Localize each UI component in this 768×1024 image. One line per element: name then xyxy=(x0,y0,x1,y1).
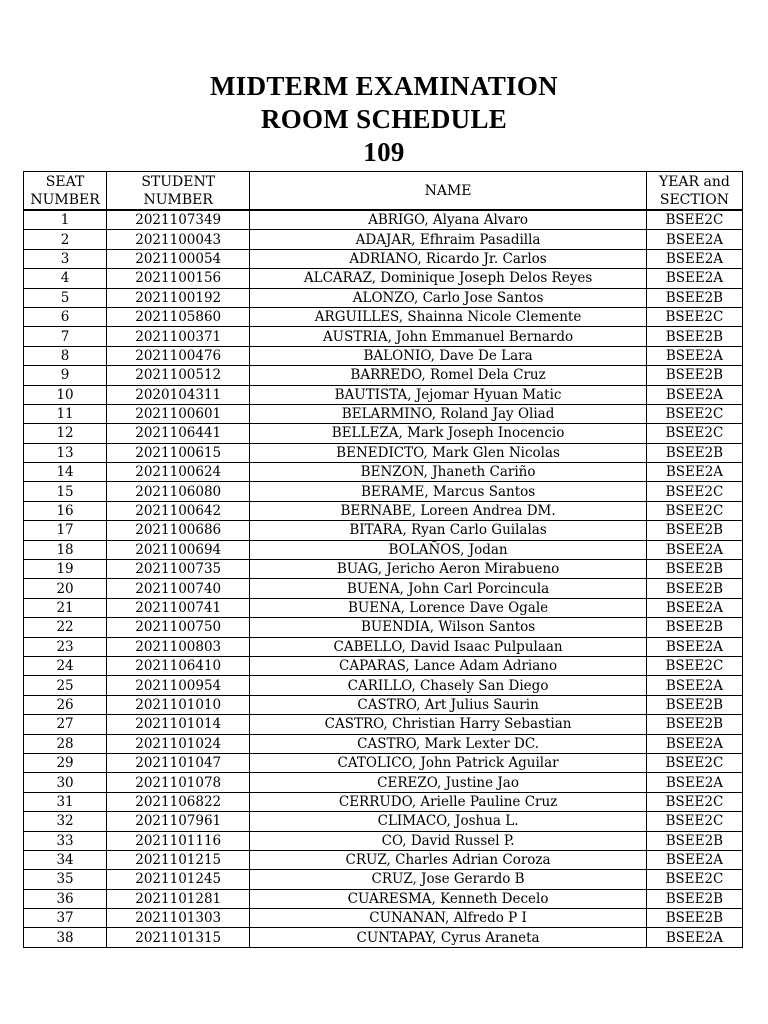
student-name-cell: ARGUILLES, Shainna Nicole Clemente xyxy=(250,307,647,326)
seat-number-cell: 20 xyxy=(24,579,107,598)
table-row xyxy=(24,560,743,579)
student-name-cell: CUARESMA, Kenneth Decelo xyxy=(250,889,647,908)
student-number-cell: 2021100740 xyxy=(107,579,250,598)
year-section-cell: BSEE2C xyxy=(646,307,742,326)
seat-number-cell: 32 xyxy=(24,812,107,831)
student-name-cell: ADAJAR, Efhraim Pasadilla xyxy=(250,230,647,249)
seat-number-cell: 5 xyxy=(24,288,107,307)
year-section-cell: BSEE2B xyxy=(646,715,742,734)
student-number-cell: 2021106441 xyxy=(107,424,250,443)
year-section-cell: BSEE2A xyxy=(646,928,742,947)
header-row xyxy=(24,172,743,211)
year-section-cell: BSEE2B xyxy=(646,831,742,850)
table-row xyxy=(24,889,743,908)
table-row xyxy=(24,288,743,307)
student-name-cell: BENEDICTO, Mark Glen Nicolas xyxy=(250,443,647,462)
student-name-cell: CUNTAPAY, Cyrus Araneta xyxy=(250,928,647,947)
student-number-cell: 2021101215 xyxy=(107,850,250,869)
table-row xyxy=(24,424,743,443)
student-number-cell: 2021100642 xyxy=(107,501,250,520)
header-seat-line1: SEAT xyxy=(45,173,85,190)
year-section-cell: BSEE2A xyxy=(646,346,742,365)
student-name-cell: CRUZ, Charles Adrian Coroza xyxy=(250,850,647,869)
year-section-cell: BSEE2A xyxy=(646,230,742,249)
student-name-cell: BOLAÑOS, Jodan xyxy=(250,540,647,559)
student-number-cell: 2021100601 xyxy=(107,404,250,423)
student-name-cell: CASTRO, Mark Lexter DC. xyxy=(250,734,647,753)
title-line-schedule: ROOM SCHEDULE xyxy=(260,104,508,134)
header-name: NAME xyxy=(250,172,647,211)
seat-number-cell: 4 xyxy=(24,269,107,288)
year-section-cell: BSEE2A xyxy=(646,850,742,869)
table-row xyxy=(24,734,743,753)
table-row xyxy=(24,676,743,695)
year-section-cell: BSEE2B xyxy=(646,366,742,385)
table-row xyxy=(24,443,743,462)
year-section-cell: BSEE2B xyxy=(646,288,742,307)
seat-number-cell: 38 xyxy=(24,928,107,947)
year-section-cell: BSEE2A xyxy=(646,773,742,792)
student-name-cell: BENZON, Jhaneth Cariño xyxy=(250,463,647,482)
seat-number-cell: 33 xyxy=(24,831,107,850)
year-section-cell: BSEE2A xyxy=(646,598,742,617)
seat-number-cell: 28 xyxy=(24,734,107,753)
student-number-cell: 2021107349 xyxy=(107,210,250,230)
year-section-cell: BSEE2A xyxy=(646,540,742,559)
seat-number-cell: 10 xyxy=(24,385,107,404)
table-row xyxy=(24,404,743,423)
year-section-cell: BSEE2A xyxy=(646,637,742,656)
seat-number-cell: 17 xyxy=(24,521,107,540)
student-number-cell: 2021101010 xyxy=(107,695,250,714)
student-name-cell: ALONZO, Carlo Jose Santos xyxy=(250,288,647,307)
header-section-line2: SECTION xyxy=(659,191,729,208)
table-row xyxy=(24,598,743,617)
student-name-cell: BUENA, John Carl Porcincula xyxy=(250,579,647,598)
seat-number-cell: 34 xyxy=(24,850,107,869)
student-name-cell: CEREZO, Justine Jao xyxy=(250,773,647,792)
student-name-cell: BELARMINO, Roland Jay Oliad xyxy=(250,404,647,423)
year-section-cell: BSEE2A xyxy=(646,249,742,268)
seat-number-cell: 14 xyxy=(24,463,107,482)
student-number-cell: 2021100192 xyxy=(107,288,250,307)
seat-number-cell: 26 xyxy=(24,695,107,714)
table-row xyxy=(24,346,743,365)
student-number-cell: 2021100043 xyxy=(107,230,250,249)
student-number-cell: 2021101281 xyxy=(107,889,250,908)
seat-number-cell: 21 xyxy=(24,598,107,617)
header-section-line1: YEAR and xyxy=(658,173,730,190)
student-name-cell: BERNABE, Loreen Andrea DM. xyxy=(250,501,647,520)
year-section-cell: BSEE2A xyxy=(646,463,742,482)
title-line-exam: MIDTERM EXAMINATION xyxy=(210,71,558,101)
year-section-cell: BSEE2C xyxy=(646,792,742,811)
table-row xyxy=(24,579,743,598)
year-section-cell: BSEE2B xyxy=(646,618,742,637)
student-number-cell: 2021100686 xyxy=(107,521,250,540)
table-row xyxy=(24,792,743,811)
year-section-cell: BSEE2A xyxy=(646,676,742,695)
table-row xyxy=(24,366,743,385)
table-row xyxy=(24,249,743,268)
student-name-cell: BUENA, Lorence Dave Ogale xyxy=(250,598,647,617)
year-section-cell: BSEE2C xyxy=(646,404,742,423)
student-name-cell: CATOLICO, John Patrick Aguilar xyxy=(250,753,647,772)
student-name-cell: CO, David Russel P. xyxy=(250,831,647,850)
student-name-cell: BERAME, Marcus Santos xyxy=(250,482,647,501)
room-schedule-table xyxy=(23,171,743,948)
student-name-cell: BARREDO, Romel Dela Cruz xyxy=(250,366,647,385)
student-name-cell: CLIMACO, Joshua L. xyxy=(250,812,647,831)
student-number-cell: 2021106822 xyxy=(107,792,250,811)
student-number-cell: 2021100156 xyxy=(107,269,250,288)
year-section-cell: BSEE2A xyxy=(646,269,742,288)
student-number-cell: 2021101245 xyxy=(107,870,250,889)
seat-number-cell: 22 xyxy=(24,618,107,637)
student-name-cell: BUENDIA, Wilson Santos xyxy=(250,618,647,637)
student-name-cell: ADRIANO, Ricardo Jr. Carlos xyxy=(250,249,647,268)
table-row xyxy=(24,327,743,346)
student-number-cell: 2021101047 xyxy=(107,753,250,772)
year-section-cell: BSEE2A xyxy=(646,385,742,404)
student-number-cell: 2021101303 xyxy=(107,909,250,928)
student-number-cell: 2021100750 xyxy=(107,618,250,637)
student-number-cell: 2021100371 xyxy=(107,327,250,346)
student-name-cell: BUAG, Jericho Aeron Mirabueno xyxy=(250,560,647,579)
table-row xyxy=(24,463,743,482)
header-student-line2: NUMBER xyxy=(143,191,213,208)
year-section-cell: BSEE2B xyxy=(646,695,742,714)
header-seat-line2: NUMBER xyxy=(30,191,100,208)
student-name-cell: CASTRO, Christian Harry Sebastian xyxy=(250,715,647,734)
student-number-cell: 2021100954 xyxy=(107,676,250,695)
student-number-cell: 2021101078 xyxy=(107,773,250,792)
student-name-cell: CABELLO, David Isaac Pulpulaan xyxy=(250,637,647,656)
student-number-cell: 2021100615 xyxy=(107,443,250,462)
year-section-cell: BSEE2C xyxy=(646,501,742,520)
seat-number-cell: 8 xyxy=(24,346,107,365)
seat-number-cell: 23 xyxy=(24,637,107,656)
seat-number-cell: 9 xyxy=(24,366,107,385)
table-row xyxy=(24,870,743,889)
seat-number-cell: 2 xyxy=(24,230,107,249)
student-name-cell: CAPARAS, Lance Adam Adriano xyxy=(250,656,647,675)
table-row xyxy=(24,521,743,540)
table-row xyxy=(24,618,743,637)
student-number-cell: 2021105860 xyxy=(107,307,250,326)
student-number-cell: 2021101024 xyxy=(107,734,250,753)
seat-number-cell: 18 xyxy=(24,540,107,559)
seat-number-cell: 19 xyxy=(24,560,107,579)
table-row xyxy=(24,210,743,230)
student-number-cell: 2021100476 xyxy=(107,346,250,365)
table-row xyxy=(24,928,743,947)
header-student-number xyxy=(107,172,250,211)
year-section-cell: BSEE2B xyxy=(646,327,742,346)
student-name-cell: BALONIO, Dave De Lara xyxy=(250,346,647,365)
student-number-cell: 2021106410 xyxy=(107,656,250,675)
student-name-cell: CERRUDO, Arielle Pauline Cruz xyxy=(250,792,647,811)
student-number-cell: 2021101315 xyxy=(107,928,250,947)
student-number-cell: 2021101116 xyxy=(107,831,250,850)
student-number-cell: 2021100694 xyxy=(107,540,250,559)
student-name-cell: BITARA, Ryan Carlo Guilalas xyxy=(250,521,647,540)
table-body xyxy=(24,210,743,947)
student-number-cell: 2021100741 xyxy=(107,598,250,617)
student-name-cell: CRUZ, Jose Gerardo B xyxy=(250,870,647,889)
seat-number-cell: 37 xyxy=(24,909,107,928)
year-section-cell: BSEE2A xyxy=(646,734,742,753)
seat-number-cell: 24 xyxy=(24,656,107,675)
year-section-cell: BSEE2C xyxy=(646,424,742,443)
seat-number-cell: 12 xyxy=(24,424,107,443)
student-name-cell: AUSTRIA, John Emmanuel Bernardo xyxy=(250,327,647,346)
table-row xyxy=(24,501,743,520)
student-name-cell: CASTRO, Art Julius Saurin xyxy=(250,695,647,714)
seat-number-cell: 11 xyxy=(24,404,107,423)
room-number: 109 xyxy=(363,137,405,167)
seat-number-cell: 25 xyxy=(24,676,107,695)
table-row xyxy=(24,307,743,326)
table-row xyxy=(24,715,743,734)
year-section-cell: BSEE2B xyxy=(646,889,742,908)
student-number-cell: 2021100512 xyxy=(107,366,250,385)
year-section-cell: BSEE2C xyxy=(646,482,742,501)
table-row xyxy=(24,812,743,831)
year-section-cell: BSEE2B xyxy=(646,579,742,598)
student-number-cell: 2021100624 xyxy=(107,463,250,482)
header-seat-number xyxy=(24,172,107,211)
table-row xyxy=(24,385,743,404)
seat-number-cell: 6 xyxy=(24,307,107,326)
seat-number-cell: 36 xyxy=(24,889,107,908)
table-row xyxy=(24,831,743,850)
year-section-cell: BSEE2C xyxy=(646,656,742,675)
student-number-cell: 2021107961 xyxy=(107,812,250,831)
year-section-cell: BSEE2B xyxy=(646,560,742,579)
seat-number-cell: 7 xyxy=(24,327,107,346)
seat-number-cell: 35 xyxy=(24,870,107,889)
year-section-cell: BSEE2B xyxy=(646,909,742,928)
student-name-cell: BAUTISTA, Jejomar Hyuan Matic xyxy=(250,385,647,404)
table-row xyxy=(24,909,743,928)
document-title xyxy=(0,70,768,169)
table-row xyxy=(24,850,743,869)
student-name-cell: BELLEZA, Mark Joseph Inocencio xyxy=(250,424,647,443)
table-row xyxy=(24,269,743,288)
table-row xyxy=(24,753,743,772)
year-section-cell: BSEE2C xyxy=(646,753,742,772)
table-header xyxy=(24,172,743,211)
student-name-cell: CUNANAN, Alfredo P I xyxy=(250,909,647,928)
table-row xyxy=(24,637,743,656)
year-section-cell: BSEE2C xyxy=(646,812,742,831)
table-row xyxy=(24,695,743,714)
table-row xyxy=(24,540,743,559)
seat-number-cell: 29 xyxy=(24,753,107,772)
student-number-cell: 2020104311 xyxy=(107,385,250,404)
seat-number-cell: 3 xyxy=(24,249,107,268)
year-section-cell: BSEE2B xyxy=(646,443,742,462)
student-number-cell: 2021100735 xyxy=(107,560,250,579)
student-name-cell: ALCARAZ, Dominique Joseph Delos Reyes xyxy=(250,269,647,288)
student-name-cell: CARILLO, Chasely San Diego xyxy=(250,676,647,695)
header-year-section xyxy=(646,172,742,211)
seat-number-cell: 31 xyxy=(24,792,107,811)
table-row xyxy=(24,230,743,249)
student-name-cell: ABRIGO, Alyana Alvaro xyxy=(250,210,647,230)
table-row xyxy=(24,773,743,792)
seat-number-cell: 13 xyxy=(24,443,107,462)
seat-number-cell: 16 xyxy=(24,501,107,520)
year-section-cell: BSEE2C xyxy=(646,210,742,230)
year-section-cell: BSEE2B xyxy=(646,521,742,540)
seat-number-cell: 30 xyxy=(24,773,107,792)
student-number-cell: 2021106080 xyxy=(107,482,250,501)
table-row xyxy=(24,482,743,501)
year-section-cell: BSEE2C xyxy=(646,870,742,889)
student-number-cell: 2021100803 xyxy=(107,637,250,656)
seat-number-cell: 15 xyxy=(24,482,107,501)
header-student-line1: STUDENT xyxy=(141,173,216,190)
table-row xyxy=(24,656,743,675)
student-number-cell: 2021101014 xyxy=(107,715,250,734)
student-number-cell: 2021100054 xyxy=(107,249,250,268)
seat-number-cell: 27 xyxy=(24,715,107,734)
seat-number-cell: 1 xyxy=(24,210,107,230)
